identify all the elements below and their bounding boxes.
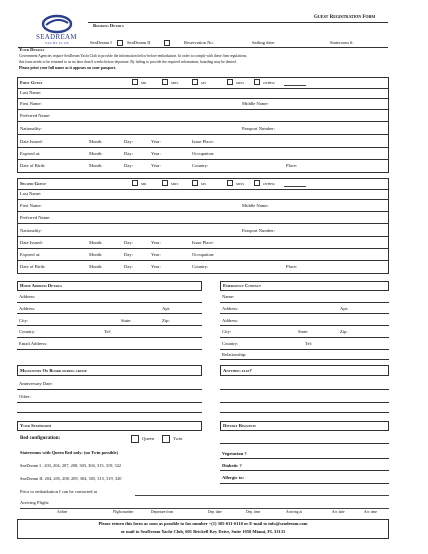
date-issued-label: Date Issued: xyxy=(20,240,43,245)
name-label: Name: xyxy=(222,294,235,299)
country-label: Country: xyxy=(222,341,239,346)
flight-col-arr-date: Arr. date xyxy=(332,510,345,514)
queen-only-label: Staterooms with Queen Bed only: (no Twin possible) xyxy=(20,450,118,455)
country-label: Country: xyxy=(19,329,36,334)
year-label: Year: xyxy=(151,163,161,168)
year-label: Year: xyxy=(151,252,161,257)
your-details-line2: this form needs to be returned to us no later than 6 weeks before departure. By failing to provide the required information, boarding may be denied. xyxy=(19,60,237,64)
title-miss-checkbox[interactable] xyxy=(227,79,233,85)
middle-name-label: Middle Name: xyxy=(242,101,269,106)
your-details-rule xyxy=(18,47,388,48)
your-details-heading: Your Details xyxy=(19,47,45,52)
relationship-label: Relationship: xyxy=(222,352,247,357)
year-label: Year: xyxy=(151,139,161,144)
title-ms-label: MS xyxy=(201,81,207,85)
field-line[interactable] xyxy=(220,302,389,303)
second-guest-heading: Second Guest xyxy=(20,181,46,186)
title-mr-label: MR xyxy=(141,81,147,85)
title-miss-label: MISS xyxy=(236,81,245,85)
row-divider xyxy=(17,121,389,122)
emergency-heading: Emergency Contact xyxy=(223,283,261,288)
flight-col-arr-time: Arr. time xyxy=(364,510,377,514)
month-label: Month: xyxy=(89,264,103,269)
first-guest-heading: First Guest xyxy=(20,80,43,85)
field-line[interactable] xyxy=(220,359,389,360)
title-other-label: OTHER xyxy=(263,182,275,186)
field-line[interactable] xyxy=(220,443,389,444)
row-divider xyxy=(17,189,389,190)
field-line[interactable] xyxy=(220,337,389,338)
field-line[interactable] xyxy=(17,302,202,303)
address-label: Address: xyxy=(19,306,36,311)
expired-at-label: Expired at: xyxy=(20,151,41,156)
passport-label: Passport Number: xyxy=(242,228,276,233)
title-other-field[interactable] xyxy=(284,186,306,187)
year-label: Year: xyxy=(151,151,161,156)
your-details-line1: Government Agencies require SeaDream Yacht Club to provide the information below before embarkation. In order to comply with these firm regulations, xyxy=(19,54,248,58)
field-line[interactable] xyxy=(220,402,389,403)
dob-label: Date of Birth: xyxy=(20,264,46,269)
field-line[interactable] xyxy=(220,325,389,326)
address-label: Address: xyxy=(222,306,239,311)
row-divider xyxy=(17,147,389,148)
first-name-label: First Name: xyxy=(20,101,42,106)
expired-at-label: Expired at: xyxy=(20,252,41,257)
flight-col-dep-date: Dep. date xyxy=(208,510,222,514)
your-details-line3: Please print your full name as it appears on your passport. xyxy=(19,66,117,70)
apt-label: Apt: xyxy=(340,306,349,311)
vegetarian-label: Vegetarian ? xyxy=(222,451,247,456)
twin-label: Twin xyxy=(173,436,183,441)
field-line[interactable] xyxy=(17,349,202,350)
title-ms-checkbox[interactable] xyxy=(192,180,198,186)
apt-label: Apt: xyxy=(162,306,171,311)
passport-label: Passport Number: xyxy=(242,126,276,131)
field-line[interactable] xyxy=(17,337,202,338)
field-line[interactable] xyxy=(220,389,389,390)
stateroom-heading: Your Stateroom xyxy=(20,423,52,428)
title-mr-label: MR xyxy=(141,182,147,186)
row-divider xyxy=(17,248,389,249)
occupation-label: Occupation: xyxy=(192,151,215,156)
sailing-date-label: Sailing date: xyxy=(252,40,276,45)
title-ms-label: MS xyxy=(201,182,207,186)
arriving-flight-label: Arriving Flight: xyxy=(20,500,50,505)
place-label: Place: xyxy=(286,264,298,269)
day-label: Day: xyxy=(124,264,133,269)
seadream2-rooms: SeaDream II: 204, 205, 208, 209, 304, 305, 315, 319, 320 xyxy=(20,476,122,481)
form-title: Guest Registration Form xyxy=(314,15,376,20)
nationality-label: Nationality: xyxy=(20,228,42,233)
flight-col-departure-from: Departure from xyxy=(151,510,174,514)
flight-col-airline: Airline xyxy=(57,510,68,514)
row-divider xyxy=(17,134,389,135)
month-label: Month: xyxy=(89,151,103,156)
issue-place-label: Issue Place: xyxy=(192,240,214,245)
field-line[interactable] xyxy=(220,349,389,350)
day-label: Day: xyxy=(124,139,133,144)
day-label: Day: xyxy=(124,252,133,257)
field-line[interactable] xyxy=(17,389,202,390)
milestones-heading: Milestones On Board during cruise xyxy=(20,368,88,373)
reservation-label: Reservation No. xyxy=(184,40,214,45)
row-divider xyxy=(17,88,389,89)
dob-label: Date of Birth: xyxy=(20,163,46,168)
occupation-label: Occupation: xyxy=(192,252,215,257)
title-other-checkbox[interactable] xyxy=(254,79,260,85)
day-label: Day: xyxy=(124,240,133,245)
row-divider xyxy=(17,211,389,212)
booking-details-heading: Booking Details xyxy=(93,23,124,28)
title-miss-checkbox[interactable] xyxy=(227,180,233,186)
field-line[interactable] xyxy=(220,412,389,413)
title-other-label: OTHER xyxy=(263,81,275,85)
year-label: Year: xyxy=(151,240,161,245)
diabetic-label: Diabetic ? xyxy=(222,463,242,468)
title-ms-checkbox[interactable] xyxy=(192,79,198,85)
zip-label: Zip: xyxy=(340,329,348,334)
flight-col-arriving-at: Arriving at xyxy=(286,510,302,514)
field-line[interactable] xyxy=(220,483,389,484)
last-name-label: Last Name: xyxy=(20,90,42,95)
email-label: Email Address: xyxy=(19,341,48,346)
day-label: Day: xyxy=(124,151,133,156)
title-mrs-label: MRS xyxy=(171,81,179,85)
title-mr-checkbox[interactable] xyxy=(132,79,138,85)
footer-line2: or mail to SeaDream Yacht Club, 601 Brickell Key Drive, Suite 1050 Miami, FL 33131 xyxy=(120,529,286,534)
tel-label: Tel: xyxy=(305,341,313,346)
month-label: Month: xyxy=(89,240,103,245)
title-other-checkbox[interactable] xyxy=(254,180,260,186)
date-issued-label: Date Issued: xyxy=(20,139,43,144)
preferred-name-label: Preferred Name: xyxy=(20,215,51,220)
middle-name-label: Middle Name: xyxy=(242,203,269,208)
seadream2-checkbox[interactable] xyxy=(164,40,170,46)
seadream-logo-icon xyxy=(34,14,80,34)
field-line[interactable] xyxy=(220,458,389,459)
title-mrs-checkbox[interactable] xyxy=(162,180,168,186)
title-other-field[interactable] xyxy=(284,85,306,86)
year-label: Year: xyxy=(151,264,161,269)
row-divider xyxy=(17,199,389,200)
row-divider xyxy=(17,109,389,110)
footer-line1: Please return this form as soon as possible to fax number +(1) 305-631-6110 or E-mail to info@seadream.com xyxy=(98,521,308,526)
logo-wordmark: SEADREAM xyxy=(36,33,77,41)
issue-place-label: Issue Place: xyxy=(192,139,214,144)
title-mrs-label: MRS xyxy=(171,182,179,186)
address-label: Address: xyxy=(222,318,239,323)
field-line[interactable] xyxy=(17,412,202,413)
state-label: State: xyxy=(121,318,132,323)
city-label: City: xyxy=(222,329,232,334)
field-line[interactable] xyxy=(17,325,202,326)
flight-col-dep-time: Dep. time xyxy=(246,510,261,514)
tel-label: Tel: xyxy=(104,329,112,334)
month-label: Month: xyxy=(89,252,103,257)
logo xyxy=(34,14,80,46)
city-label: City: xyxy=(19,318,29,323)
seadream2-label: SeaDream II xyxy=(127,40,151,45)
dietary-heading: Dietary Requests xyxy=(223,423,256,428)
queen-label: Queen xyxy=(142,436,154,441)
seadream1-checkbox[interactable] xyxy=(117,40,123,46)
title-mr-checkbox[interactable] xyxy=(132,180,138,186)
twin-checkbox[interactable] xyxy=(162,435,170,443)
row-divider xyxy=(17,260,389,261)
state-label: State: xyxy=(298,329,309,334)
queen-checkbox[interactable] xyxy=(131,435,139,443)
anniversary-label: Anniversary Date: xyxy=(19,381,53,386)
place-label: Place: xyxy=(286,163,298,168)
month-label: Month: xyxy=(89,163,103,168)
row-divider xyxy=(17,236,389,237)
month-label: Month: xyxy=(89,139,103,144)
field-line[interactable] xyxy=(17,313,202,314)
prior-embark-field[interactable] xyxy=(135,495,389,496)
day-label: Day: xyxy=(124,163,133,168)
bed-config-label: Bed configuration: xyxy=(20,436,61,441)
row-divider xyxy=(17,223,389,224)
seadream1-rooms: SeaDream I : 203, 204, 207, 208, 303, 304, 315, 319, 322 xyxy=(20,463,122,468)
first-name-label: First Name: xyxy=(20,203,42,208)
country-label: Country: xyxy=(192,264,209,269)
preferred-name-label: Preferred Name: xyxy=(20,113,51,118)
field-line[interactable] xyxy=(17,402,202,403)
seadream1-label: SeaDream I xyxy=(90,40,112,45)
row-divider xyxy=(17,98,389,99)
flight-col-flight-number: Flight number xyxy=(113,510,134,514)
other-label: Other: xyxy=(19,394,31,399)
field-line[interactable] xyxy=(220,470,389,471)
logo-tagline: YACHT CLUB xyxy=(45,41,69,45)
last-name-label: Last Name: xyxy=(20,191,42,196)
nationality-label: Nationality: xyxy=(20,126,42,131)
zip-label: Zip: xyxy=(162,318,170,323)
anything-else-heading: Anything else? xyxy=(223,368,252,373)
allergic-label: Allergic to: xyxy=(222,475,245,480)
title-miss-label: MISS xyxy=(236,182,245,186)
field-line[interactable] xyxy=(220,313,389,314)
stateroom-no-label: Stateroom #: xyxy=(330,40,354,45)
home-address-heading: Home Address Details xyxy=(20,283,63,288)
title-mrs-checkbox[interactable] xyxy=(162,79,168,85)
address-label: Address: xyxy=(19,294,36,299)
country-label: Country: xyxy=(192,163,209,168)
prior-embark-label: Prior to embarkation I can be contacted at xyxy=(20,489,97,494)
title-rule xyxy=(88,22,388,23)
row-divider xyxy=(17,159,389,160)
